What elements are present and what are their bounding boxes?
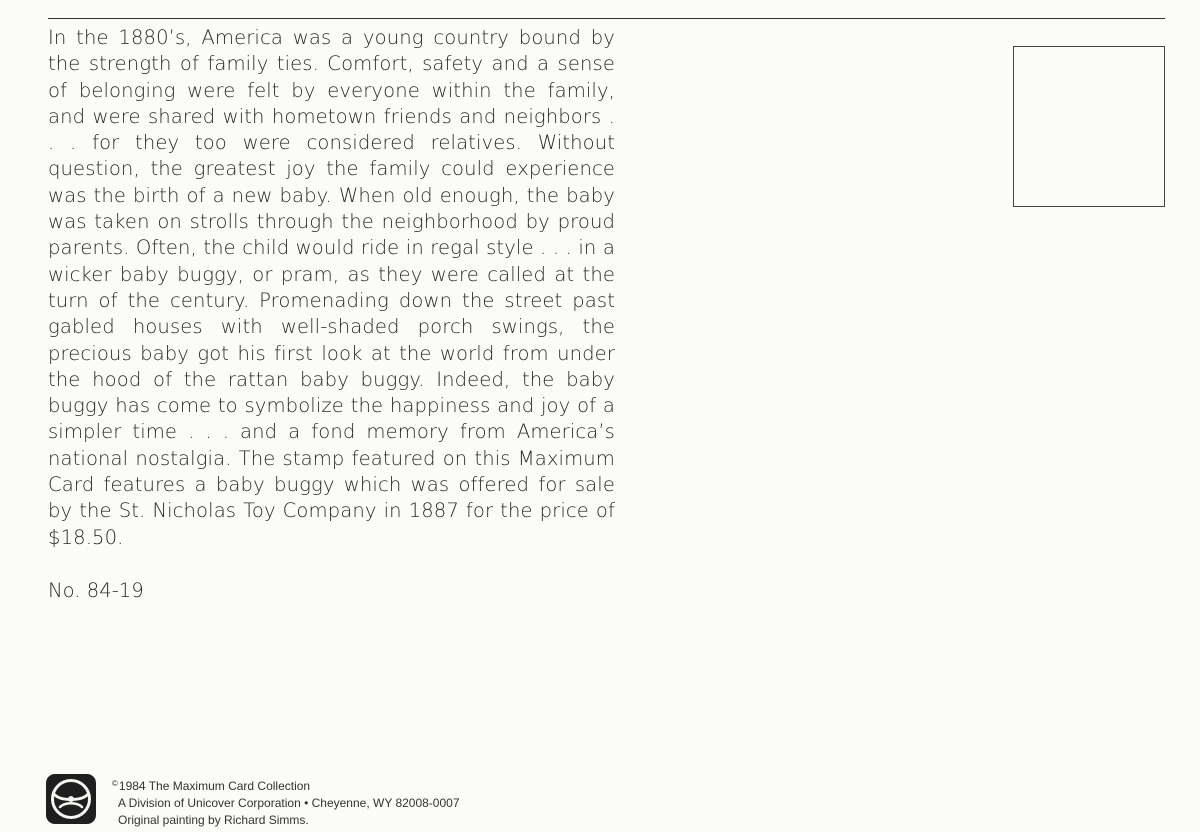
- card-number: No. 84-19: [48, 579, 144, 602]
- copyright-symbol: ©: [112, 779, 118, 788]
- card-description: In the 1880’s, America was a young country bound by the strength of family ties. Comfort, safety and a sense of belonging were felt by everyone within the family, and were shared with hometown friends and neighbors . . . for they too were considered relatives. Without question, the greatest joy the family could experience was the birth of a new baby. When old enough, the baby was taken on strolls through the neighborhood by proud parents. Often, the child would ride in regal style . . . in a wicker baby buggy, or pram, as they were called at the turn of the century. Promenading down the street past gabled houses with well-shaded porch swings, the precious baby got his first look at the world from under the hood of the rattan baby buggy. Indeed, the baby buggy has come to symbolize the happiness and joy of a simpler time . . . and a fond memory from America’s national nostalgia. The stamp featured on this Maximum Card features a baby buggy which was offered for sale by the St. Nicholas Toy Company in 1887 for the price of $18.50.: [48, 26, 615, 549]
- stamp-placement-box: [1013, 46, 1165, 207]
- credit-line-2: A Division of Unicover Corporation • Cheyenne, WY 82008-0007: [118, 796, 460, 810]
- unicover-logo-icon: [46, 774, 96, 824]
- top-divider: [48, 18, 1165, 19]
- credit-line-1: 1984 The Maximum Card Collection: [118, 779, 311, 793]
- publisher-credits: [112, 775, 460, 829]
- credit-line-3: Original painting by Richard Simms.: [118, 813, 309, 827]
- credit-copyright-line: [112, 775, 460, 795]
